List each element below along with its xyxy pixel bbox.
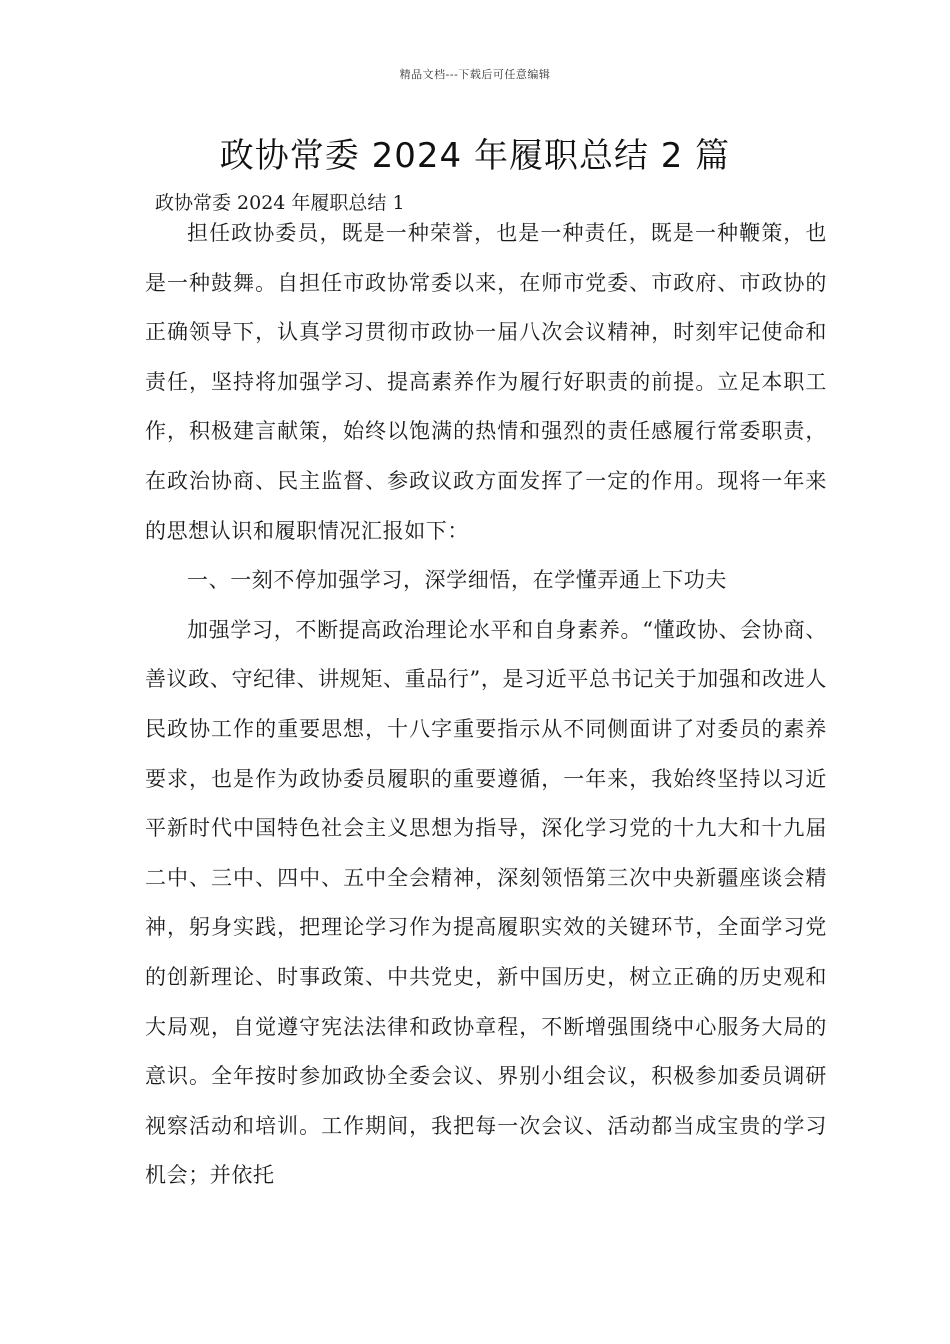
document-subtitle: 政协常委 2024 年履职总结 1 (155, 192, 405, 214)
section-heading: 一、一刻不停加强学习，深学细悟，在学懂弄通上下功夫 (187, 568, 727, 593)
paragraph-study: 加强学习，不断提高政治理论水平和自身素养。“懂政协、会协商、善议政、守纪律、讲规矩、重品行”，是习近平总书记关于加强和改进人民政协工作的重要思想，十八字重要指示从不同侧面讲了对委员的素养要求，也是作为政协委员履职的重要遵循，一年来，我始终坚持以习近平新时代中国特色社会主义思想为指导，深化学习党的十九大和十九届二中、三中、四中、五中全会精神，深刻领悟第三次中央新疆座谈会精神，躬身实践，把理论学习作为提高履职实效的关键环节，全面学习党的创新理论、时事政策、中共党史，新中国历史，树立正确的历史观和大局观，自觉遵守宪法法律和政协章程，不断增强围绕中心服务大局的意识。全年按时参加政协全委会议、界别小组会议，积极参加委员调研视察活动和培训。工作期间，我把每一次会议、活动都当成宝贵的学习机会；并依托 (145, 617, 827, 1188)
document-body (145, 209, 827, 1201)
document-title: 政协常委 2024 年履职总结 2 篇 (219, 136, 731, 176)
paragraph-intro: 担任政协委员，既是一种荣誉，也是一种责任，既是一种鞭策，也是一种鼓舞。自担任市政协常委以来，在师市党委、市政府、市政协的正确领导下，认真学习贯彻市政协一届八次会议精神，时刻牢记使命和责任，坚持将加强学习、提高素养作为履行好职责的前提。立足本职工作，积极建言献策，始终以饱满的热情和强烈的责任感履行常委职责，在政治协商、民主监督、参政议政方面发挥了一定的作用。现将一年来的思想认识和履职情况汇报如下： (145, 221, 827, 543)
header-note: 精品文档---下载后可任意编辑 (399, 68, 551, 81)
